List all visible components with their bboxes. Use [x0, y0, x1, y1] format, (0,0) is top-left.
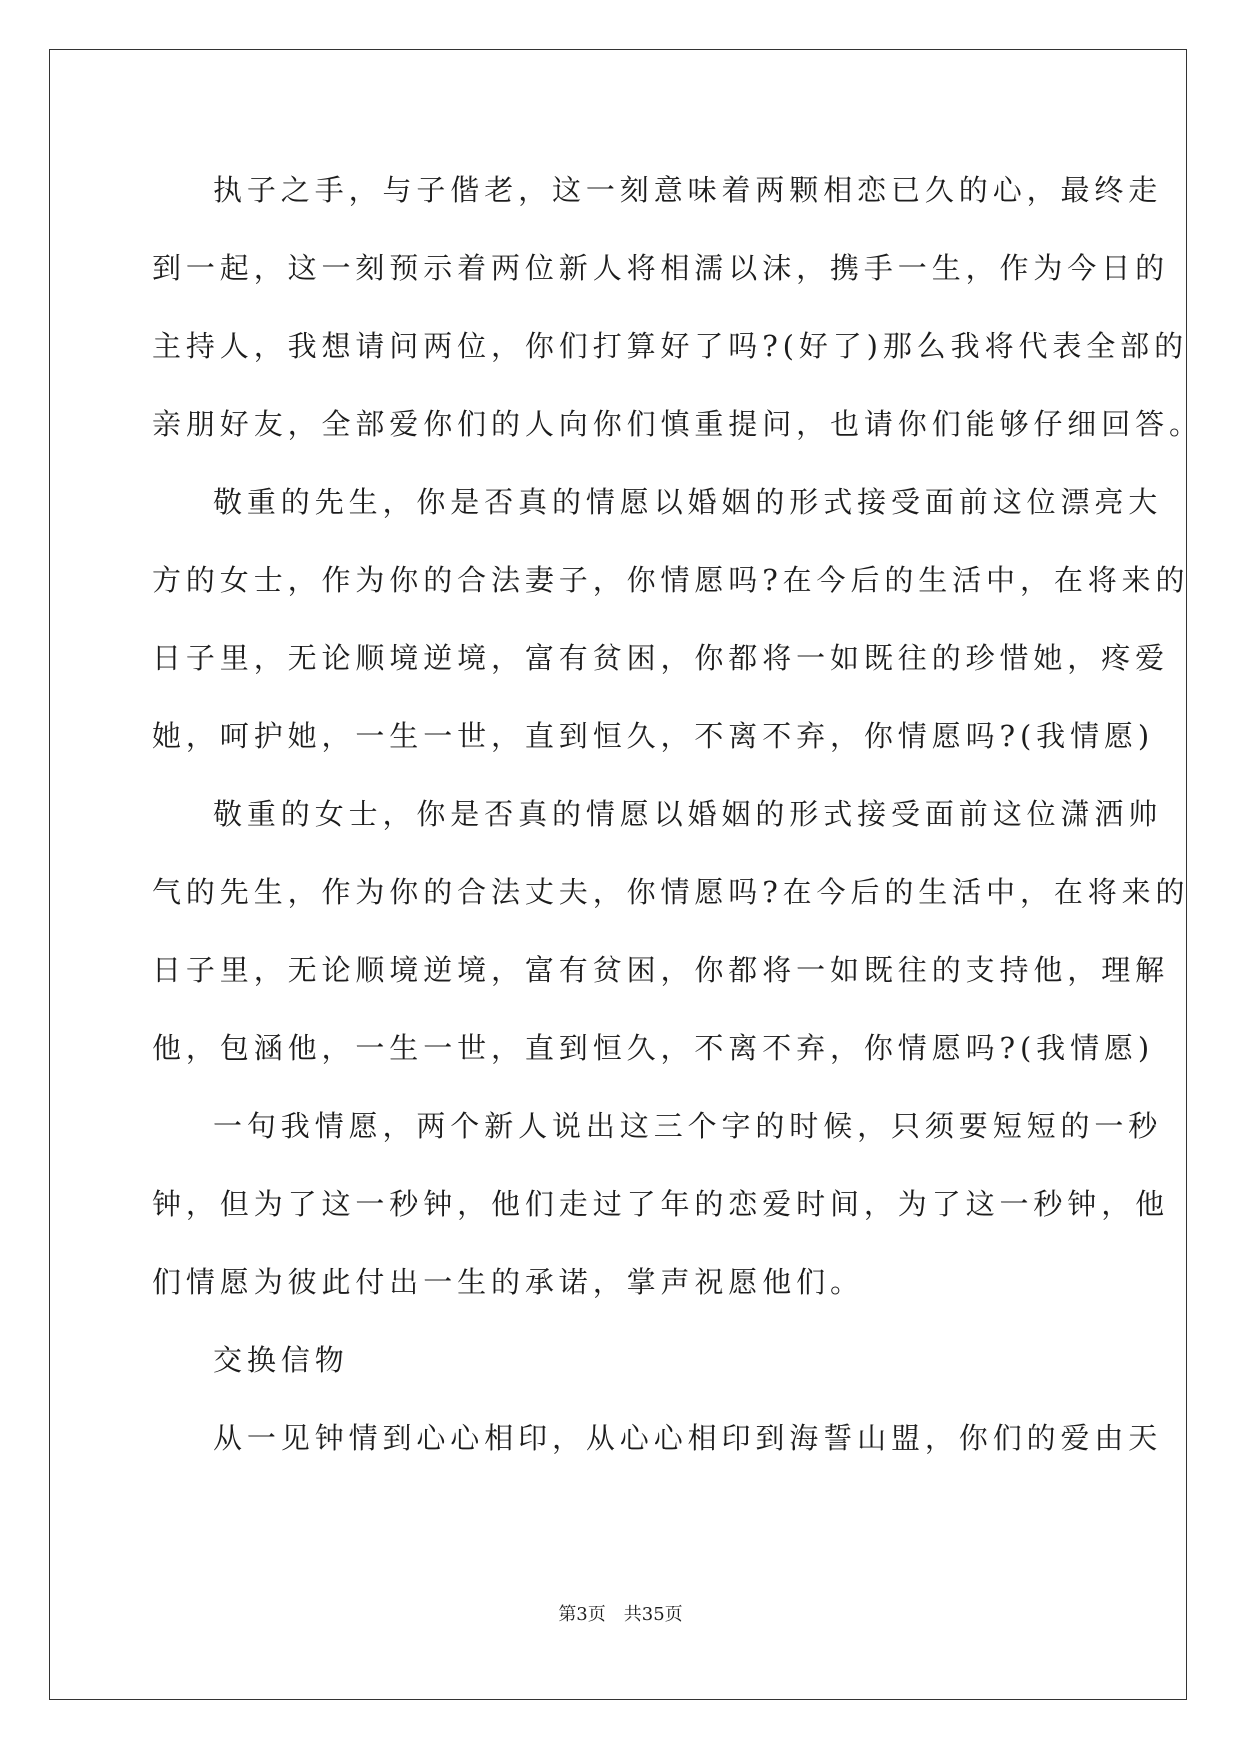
section-heading: 交换信物 — [213, 1343, 349, 1377]
text-line: 到一起，这一刻预示着两位新人将相濡以沫，携手一生，作为今日的 — [152, 251, 1170, 285]
text-line: 他，包涵他，一生一世，直到恒久，不离不弃，你情愿吗?(我情愿) — [152, 1031, 1155, 1065]
text-line: 日子里，无论顺境逆境，富有贫困，你都将一如既往的珍惜她，疼爱 — [152, 641, 1170, 675]
text-line: 敬重的女士，你是否真的情愿以婚姻的形式接受面前这位潇洒帅 — [213, 797, 1163, 831]
text-line: 执子之手，与子偕老，这一刻意味着两颗相恋已久的心，最终走 — [213, 173, 1163, 207]
text-line: 气的先生，作为你的合法丈夫，你情愿吗?在今后的生活中，在将来的 — [152, 875, 1190, 909]
text-line: 主持人，我想请问两位，你们打算好了吗?(好了)那么我将代表全部的 — [152, 329, 1188, 363]
text-line: 亲朋好友，全部爱你们的人向你们慎重提问，也请你们能够仔细回答。 — [152, 407, 1203, 441]
text-line: 钟，但为了这一秒钟，他们走过了年的恋爱时间，为了这一秒钟，他 — [152, 1187, 1170, 1221]
text-line: 们情愿为彼此付出一生的承诺，掌声祝愿他们。 — [152, 1265, 864, 1299]
text-line: 从一见钟情到心心相印，从心心相印到海誓山盟，你们的爱由天 — [213, 1421, 1163, 1455]
page-number: 第3页 共35页 — [558, 1604, 683, 1625]
text-line: 敬重的先生，你是否真的情愿以婚姻的形式接受面前这位漂亮大 — [213, 485, 1163, 519]
page-footer — [0, 1600, 1241, 1626]
text-line: 方的女士，作为你的合法妻子，你情愿吗?在今后的生活中，在将来的 — [152, 563, 1190, 597]
text-line: 日子里，无论顺境逆境，富有贫困，你都将一如既往的支持他，理解 — [152, 953, 1170, 987]
text-line: 她，呵护她，一生一世，直到恒久，不离不弃，你情愿吗?(我情愿) — [152, 719, 1155, 753]
text-line: 一句我情愿，两个新人说出这三个字的时候，只须要短短的一秒 — [213, 1109, 1163, 1143]
